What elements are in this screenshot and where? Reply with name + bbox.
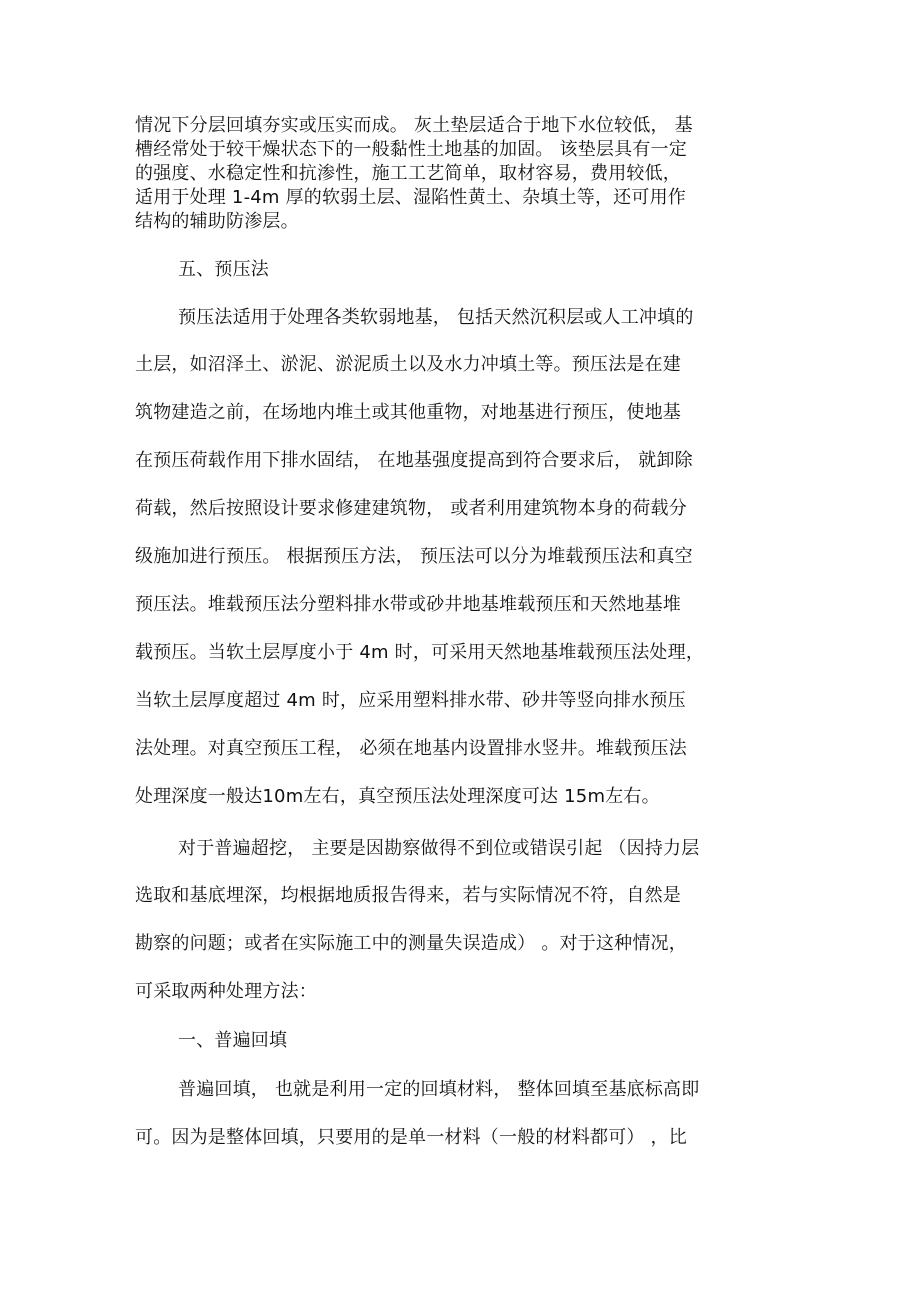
paragraph-line: 在预压荷载作用下排水固结， 在地基强度提高到符合要求后， 就卸除 bbox=[135, 450, 693, 471]
paragraph-line: 级施加进行预压。 根据预压方法， 预压法可以分为堆载预压法和真空 bbox=[135, 546, 693, 567]
paragraph-line: 槽经常处于较干燥状态下的一般黏性土地基的加固。 该垫层具有一定 bbox=[135, 139, 687, 160]
paragraph-line: 可。因为是整体回填，只要用的是单一材料（一般的材料都可） ，比 bbox=[135, 1127, 687, 1148]
paragraph-line: 法处理。对真空预压工程， 必须在地基内设置排水竖井。堆载预压法 bbox=[135, 738, 687, 759]
paragraph-line: 预压法适用于处理各类软弱地基， 包括天然沉积层或人工冲填的 bbox=[178, 307, 694, 328]
paragraph-line: 普遍回填， 也就是利用一定的回填材料， 整体回填至基底标高即 bbox=[178, 1079, 700, 1100]
paragraph-line: 勘察的问题；或者在实际施工中的测量失误造成） 。对于这种情况， bbox=[135, 933, 687, 954]
paragraph-line: 土层，如沼泽土、淤泥、淤泥质土以及水力冲填土等。预压法是在建 bbox=[135, 354, 681, 375]
paragraph-line: 处理深度一般达10m左右，真空预压法处理深度可达 15m左右。 bbox=[135, 786, 660, 807]
section-heading: 五、预压法 bbox=[178, 259, 269, 280]
paragraph-line: 情况下分层回填夯实或压实而成。 灰土垫层适合于地下水位较低， 基 bbox=[135, 115, 693, 136]
paragraph-line: 荷载，然后按照设计要求修建建筑物， 或者利用建筑物本身的荷载分 bbox=[135, 498, 687, 519]
paragraph-line: 预压法。堆载预压法分塑料排水带或砂井地基堆载预压和天然地基堆 bbox=[135, 594, 681, 615]
paragraph-line: 当软土层厚度超过 4m 时，应采用塑料排水带、砂井等竖向排水预压 bbox=[135, 690, 686, 711]
paragraph-line: 的强度、水稳定性和抗渗性，施工工艺简单，取材容易，费用较低， bbox=[135, 163, 681, 184]
paragraph-line: 载预压。当软土层厚度小于 4m 时，可采用天然地基堆载预压法处理， bbox=[135, 642, 705, 663]
paragraph-line: 对于普遍超挖， 主要是因勘察做得不到位或错误引起 （因持力层 bbox=[178, 838, 700, 859]
section-heading: 一、普遍回填 bbox=[178, 1030, 288, 1051]
paragraph-line: 选取和基底埋深，均根据地质报告得来，若与实际情况不符，自然是 bbox=[135, 885, 681, 906]
paragraph-line: 适用于处理 1-4m 厚的软弱土层、湿陷性黄土、杂填土等，还可用作 bbox=[135, 187, 686, 208]
paragraph-line: 结构的辅助防渗层。 bbox=[135, 211, 299, 232]
paragraph-line: 筑物建造之前，在场地内堆土或其他重物，对地基进行预压，使地基 bbox=[135, 402, 681, 423]
paragraph-line: 可采取两种处理方法： bbox=[135, 981, 317, 1002]
